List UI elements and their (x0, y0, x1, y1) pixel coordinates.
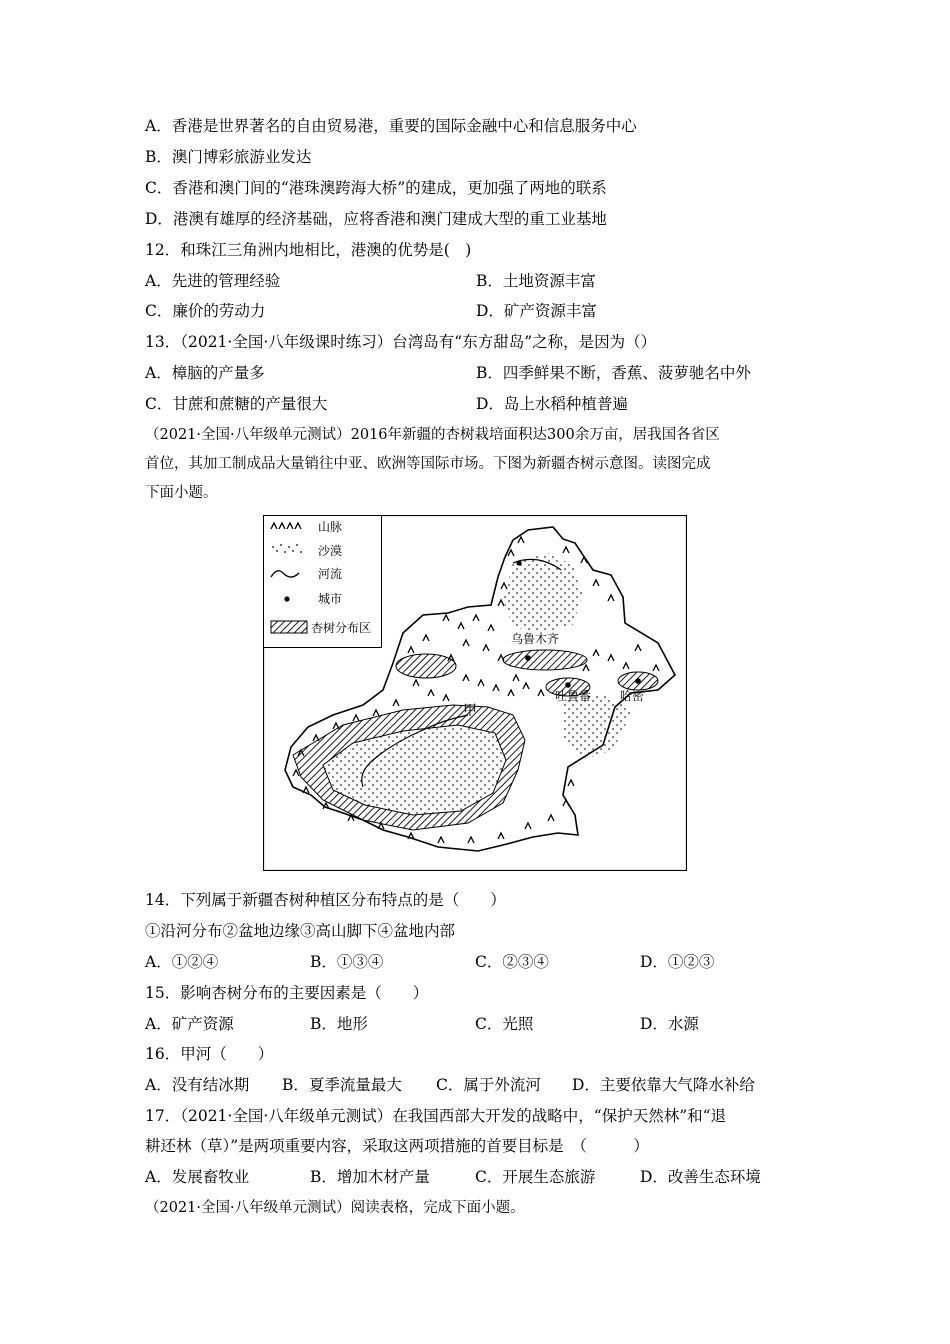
q13-option-c: C．甘蔗和蔗糖的产量很大 (145, 395, 328, 413)
city-dot-north (516, 560, 521, 565)
q13-options-row1 (145, 362, 845, 384)
q14-option-a: A．①②④ (145, 953, 219, 971)
q16-stem: 16．甲河（ ） (145, 1045, 274, 1063)
legend-city-icon (284, 596, 289, 601)
city-label-urumqi: 乌鲁木齐 (511, 632, 560, 646)
q15-option-c: C．光照 (475, 1015, 534, 1033)
q14-stem: 14．下列属于新疆杏树种植区分布特点的是（ ） (145, 891, 506, 909)
q14-option-b: B．①③④ (310, 953, 384, 971)
q14-option-c: C．②③④ (475, 953, 549, 971)
q17-option-b: B．增加木材产量 (310, 1168, 430, 1186)
q11-option-b: B．澳门博彩旅游业发达 (145, 148, 312, 166)
q11-option-d: D．港澳有雄厚的经济基础，应将香港和澳门建成大型的重工业基地 (145, 210, 607, 228)
q13-option-b: B．四季鲜果不断，香蕉、菠萝驰名中外 (476, 364, 751, 382)
legend-desert: 沙漠 (318, 544, 343, 558)
city-dot-urumqi (525, 655, 531, 661)
xinjiang-apricot-map (263, 515, 687, 871)
q12-options-row1 (145, 270, 845, 292)
q13-stem: 13．（2021·全国·八年级课时练习）台湾岛有“东方甜岛”之称，是因为（） (145, 333, 657, 351)
map-legend (264, 516, 382, 648)
legend-mountain: 山脉 (318, 520, 343, 534)
q11-option-a: A．香港是世界著名的自由贸易港，重要的国际金融中心和信息服务中心 (145, 117, 637, 135)
legend-city: 城市 (318, 592, 343, 606)
intro-line-1: （2021·全国·八年级单元测试）2016年新疆的杏树栽培面积达300余万亩，居我国各省区 (145, 427, 720, 443)
q13-option-d: D．岛上水稻种植普遍 (476, 395, 628, 413)
city-label-turpan: 吐鲁番 (555, 689, 592, 703)
intro-line-3: 下面小题。 (145, 485, 218, 501)
q12-option-c: C．廉价的劳动力 (145, 302, 266, 320)
q13-options-row2 (145, 393, 845, 415)
q12-options-row2 (145, 300, 845, 322)
q14-sub: ①沿河分布②盆地边缘③高山脚下④盆地内部 (145, 922, 456, 940)
q15-option-a: A．矿产资源 (145, 1015, 234, 1033)
q17-option-c: C．开展生态旅游 (475, 1168, 596, 1186)
dzungaria-desert (503, 553, 583, 633)
city-label-hami: 哈密 (620, 689, 645, 703)
legend-apricot: 杏树分布区 (311, 621, 372, 635)
apricot-area-ili (396, 654, 456, 678)
table-intro: （2021·全国·八年级单元测试）阅读表格，完成下面小题。 (145, 1200, 525, 1216)
q12-stem: 12．和珠江三角洲内地相比，港澳的优势是( ) (145, 241, 472, 259)
q13-option-a: A．樟脑的产量多 (145, 364, 265, 382)
q17-stem-1: 17．（2021·全国·八年级单元测试）在我国西部大开发的战略中，“保护天然林”和“退 (145, 1107, 727, 1125)
q16-option-b: B．夏季流量最大 (282, 1076, 402, 1094)
legend-apricot-icon (271, 621, 307, 633)
q15-option-d: D．水源 (640, 1015, 699, 1033)
city-dot-hami (635, 678, 641, 684)
q12-option-a: A．先进的管理经验 (145, 272, 281, 290)
q16-option-d: D．主要依靠大气降水补给 (572, 1076, 755, 1094)
river-label-jia: 甲 (463, 703, 477, 719)
intro-line-2: 首位，其加工制成品大量销往中亚、欧洲等国际市场。下图为新疆杏树示意图。读图完成 (145, 456, 711, 472)
q15-option-b: B．地形 (310, 1015, 368, 1033)
q15-stem: 15．影响杏树分布的主要因素是（ ） (145, 984, 429, 1002)
q17-option-d: D．改善生态环境 (640, 1168, 761, 1186)
legend-river: 河流 (318, 567, 343, 581)
q11-option-c: C．香港和澳门间的“港珠澳跨海大桥”的建成，更加强了两地的联系 (145, 179, 607, 197)
q16-option-a: A．没有结冰期 (145, 1076, 250, 1094)
q16-option-c: C．属于外流河 (436, 1076, 541, 1094)
q17-stem-2: 耕还林（草）”是两项重要内容，采取这两项措施的首要目标是 （ ） (145, 1137, 649, 1155)
q14-option-d: D．①②③ (640, 953, 715, 971)
city-dot-turpan (565, 682, 571, 688)
q12-option-b: B．土地资源丰富 (476, 272, 596, 290)
q12-option-d: D．矿产资源丰富 (476, 302, 597, 320)
apricot-area-urumqi (503, 650, 587, 670)
q17-option-a: A．发展畜牧业 (145, 1168, 250, 1186)
